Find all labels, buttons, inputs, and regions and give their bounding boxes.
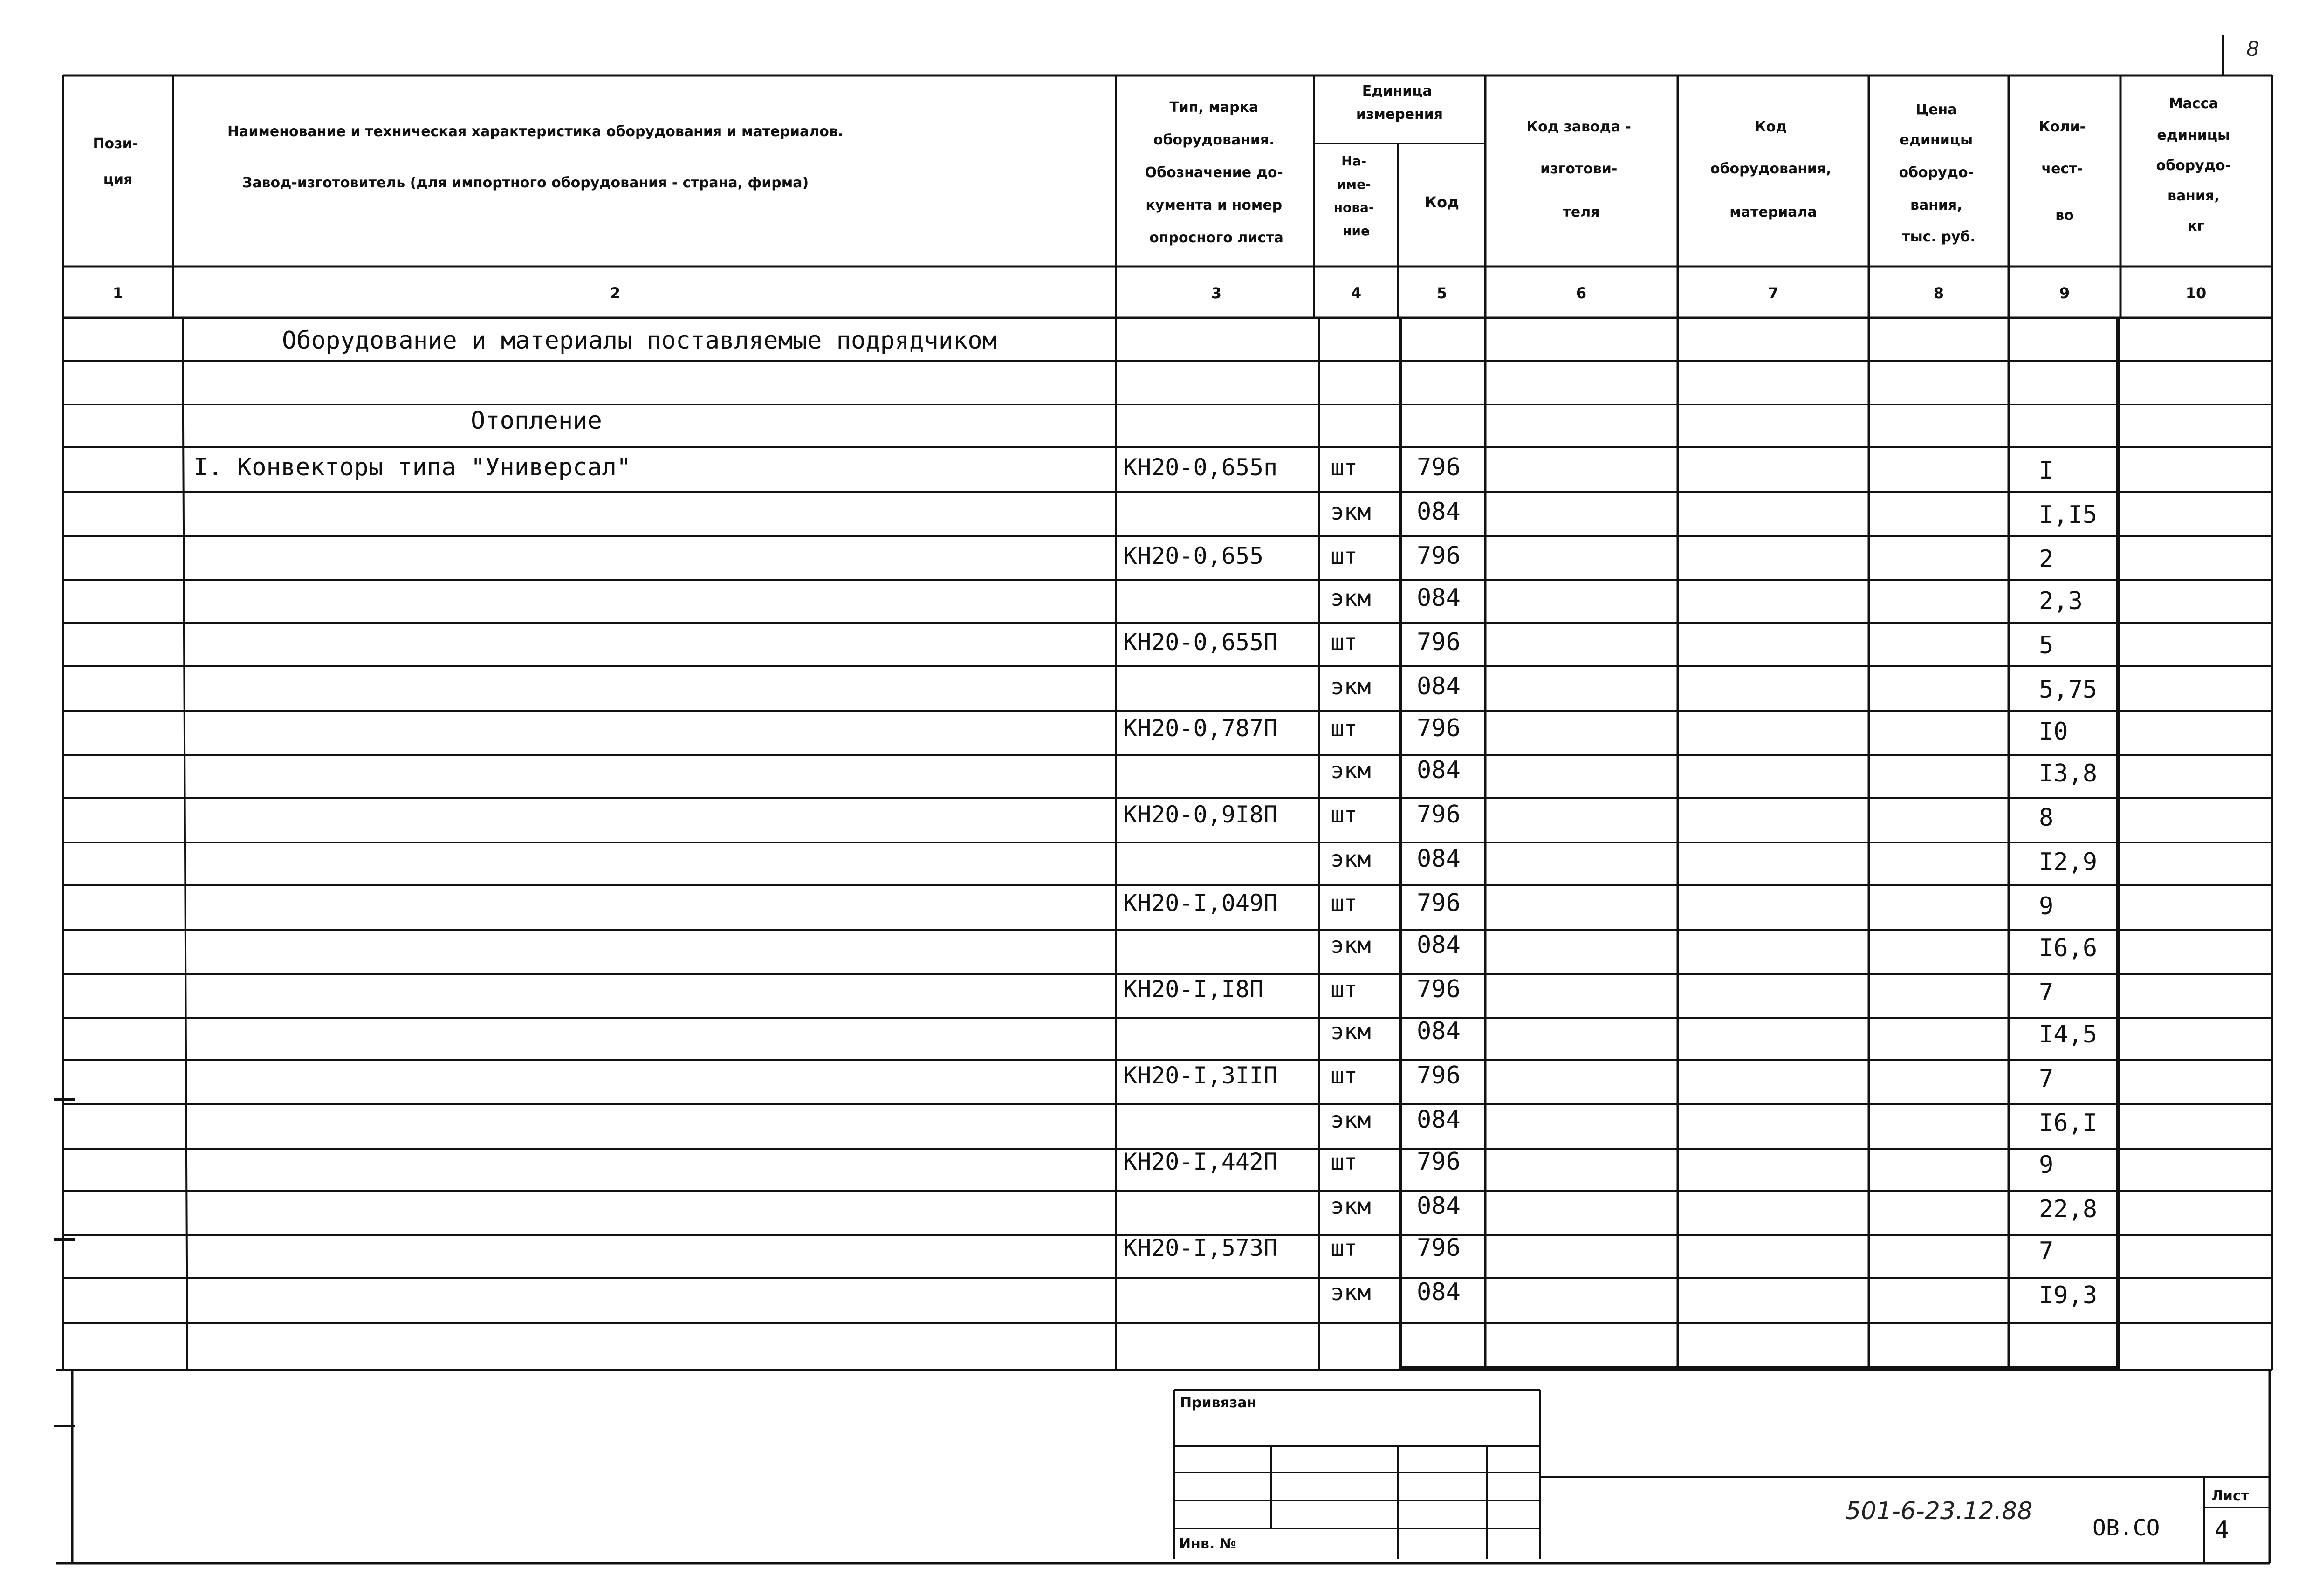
quantity: I6,6 [2039, 934, 2098, 962]
quantity: 9 [2039, 892, 2054, 920]
quantity: 9 [2039, 1151, 2054, 1179]
header-col4: На- име- нова- ние [1333, 153, 1374, 239]
column-number: 8 [1933, 284, 1944, 302]
sheet-label: Лист [2211, 1488, 2250, 1504]
header-col10: Масса единицы оборудо- вания, кг [2156, 96, 2231, 234]
equipment-mark: КН20-I,049П [1123, 890, 1278, 917]
column-number: 10 [2185, 284, 2207, 302]
equipment-mark: КН20-I,I8П [1123, 976, 1264, 1003]
subsection-title: Отопление [471, 407, 602, 435]
unit-code: 796 [1417, 1148, 1461, 1176]
unit-code: 084 [1417, 498, 1461, 526]
table-row [1123, 453, 2053, 485]
table-row [1331, 672, 2097, 704]
unit-code: 796 [1417, 1062, 1461, 1089]
table-row [1331, 931, 2097, 962]
unit-name: шт [1331, 543, 1358, 569]
quantity: I [2039, 457, 2054, 485]
unit-name: экм [1331, 846, 1371, 872]
column-number: 2 [610, 284, 621, 302]
header-col6: Код завода - изготови- теля [1526, 119, 1631, 220]
sheet-number: 8 [2246, 37, 2259, 61]
unit-name: шт [1331, 716, 1358, 742]
header-col7: Код оборудования, материала [1710, 119, 1832, 220]
table-row [1331, 1192, 2097, 1223]
quantity: 8 [2039, 804, 2054, 832]
item-title: I. Конвекторы типа "Универсал" [193, 453, 631, 481]
unit-code: 796 [1417, 889, 1461, 917]
unit-name: экм [1331, 1019, 1371, 1045]
table-row [1123, 1148, 2053, 1179]
equipment-mark: КН20-0,787П [1123, 715, 1278, 742]
unit-code: 084 [1417, 1106, 1461, 1134]
unit-code: 084 [1417, 584, 1461, 612]
equipment-mark: КН20-I,442П [1123, 1148, 1278, 1175]
equipment-mark: КН20-I,573П [1123, 1234, 1278, 1261]
unit-name: экм [1331, 585, 1371, 611]
unit-name: шт [1331, 890, 1358, 917]
unit-name: шт [1331, 1149, 1358, 1175]
table-row [1123, 889, 2053, 920]
unit-code: 796 [1417, 542, 1461, 570]
quantity: 2,3 [2039, 587, 2083, 615]
header-col1: Пози- ция [93, 136, 138, 188]
table-row [1123, 542, 2053, 573]
equipment-mark: КН20-0,655П [1123, 629, 1278, 656]
table-row [1123, 801, 2053, 832]
equipment-mark: КН20-0,655п [1123, 454, 1278, 481]
unit-code: 796 [1417, 975, 1461, 1003]
unit-code: 796 [1417, 628, 1461, 656]
unit-name: экм [1331, 1193, 1371, 1219]
table-row [1331, 498, 2097, 529]
unit-code: 796 [1417, 801, 1461, 829]
header-col9: Коли- чест- во [2038, 119, 2086, 224]
table-row [1331, 1017, 2097, 1048]
unit-code: 084 [1417, 845, 1461, 873]
table-row [1331, 845, 2097, 876]
header-unit-group: Единица измерения [1356, 83, 1443, 123]
column-number: 5 [1436, 284, 1448, 302]
table-row [1331, 1278, 2097, 1309]
unit-name: шт [1331, 802, 1358, 828]
unit-code: 796 [1417, 453, 1461, 481]
column-number: 3 [1211, 284, 1222, 302]
section-title: Оборудование и материалы поставляемые подрядчиком [282, 327, 997, 355]
table-row [1331, 756, 2097, 788]
unit-name: шт [1331, 455, 1358, 481]
unit-name: экм [1331, 674, 1371, 700]
column-number: 6 [1576, 284, 1587, 302]
table-row [1123, 714, 2068, 746]
unit-name: экм [1331, 932, 1371, 959]
unit-name: шт [1331, 1063, 1358, 1089]
column-number: 4 [1351, 284, 1362, 302]
column-number: 1 [112, 284, 123, 302]
equipment-mark: КН20-I,3IIП [1123, 1062, 1278, 1089]
quantity: 2 [2039, 545, 2054, 573]
quantity: I2,9 [2039, 848, 2098, 876]
quantity: 7 [2039, 1065, 2054, 1093]
quantity: I3,8 [2039, 760, 2098, 788]
unit-code: 084 [1417, 1192, 1461, 1220]
sheet-value: 4 [2215, 1516, 2230, 1544]
table-row [1123, 975, 2053, 1007]
unit-code: 084 [1417, 672, 1461, 700]
quantity: I9,3 [2039, 1281, 2098, 1309]
header-col3: Тип, марка оборудования. Обозначение до- кумента и номер опросного листа [1145, 99, 1283, 246]
equipment-mark: КН20-0,655 [1123, 542, 1264, 569]
unit-code: 796 [1417, 1234, 1461, 1262]
unit-code: 084 [1417, 1017, 1461, 1045]
quantity: 5 [2039, 631, 2054, 659]
unit-name: шт [1331, 1235, 1358, 1261]
header-col5: Код [1425, 193, 1459, 211]
unit-name: экм [1331, 758, 1371, 784]
tied-label: Привязан [1180, 1395, 1257, 1411]
quantity: I6,I [2039, 1109, 2098, 1137]
table-row [1123, 1062, 2053, 1093]
column-number: 9 [2059, 284, 2070, 302]
unit-name: шт [1331, 630, 1358, 656]
table-row [1123, 628, 2053, 659]
row-lines [63, 361, 2272, 1323]
quantity: 22,8 [2039, 1195, 2098, 1223]
header-col2: Наименование и техническая характеристика оборудования и материалов. Завод-изготовитель (для импортного оборудования - страна, фирма) [227, 123, 844, 191]
quantity: I4,5 [2039, 1021, 2098, 1048]
column-number: 7 [1768, 284, 1779, 302]
table-row [1123, 1234, 2053, 1265]
header-col8: Цена единицы оборудо- вания, тыс. руб. [1899, 102, 1976, 245]
quantity: I,I5 [2039, 501, 2098, 529]
unit-name: экм [1331, 1280, 1371, 1306]
document-code: 501-6-23.12.88 [1845, 1497, 2033, 1525]
quantity: 7 [2039, 979, 2054, 1007]
inventory-label: Инв. № [1179, 1536, 1236, 1552]
unit-code: 084 [1417, 756, 1461, 784]
unit-code: 796 [1417, 714, 1461, 742]
quantity: I0 [2039, 718, 2068, 746]
document-suffix: ОВ.СО [2092, 1515, 2160, 1541]
unit-code: 084 [1417, 931, 1461, 959]
equipment-rows [1123, 453, 2097, 1309]
quantity: 7 [2039, 1237, 2054, 1265]
table-header [93, 83, 2236, 246]
quantity: 5,75 [2039, 676, 2098, 704]
table-row [1331, 584, 2083, 615]
equipment-mark: КН20-0,9I8П [1123, 801, 1278, 828]
column-numbers-row [113, 284, 2206, 302]
unit-code: 084 [1417, 1278, 1461, 1306]
table-row [1331, 1106, 2097, 1137]
unit-name: экм [1331, 1107, 1371, 1133]
unit-name: экм [1331, 499, 1371, 525]
unit-name: шт [1331, 977, 1358, 1003]
